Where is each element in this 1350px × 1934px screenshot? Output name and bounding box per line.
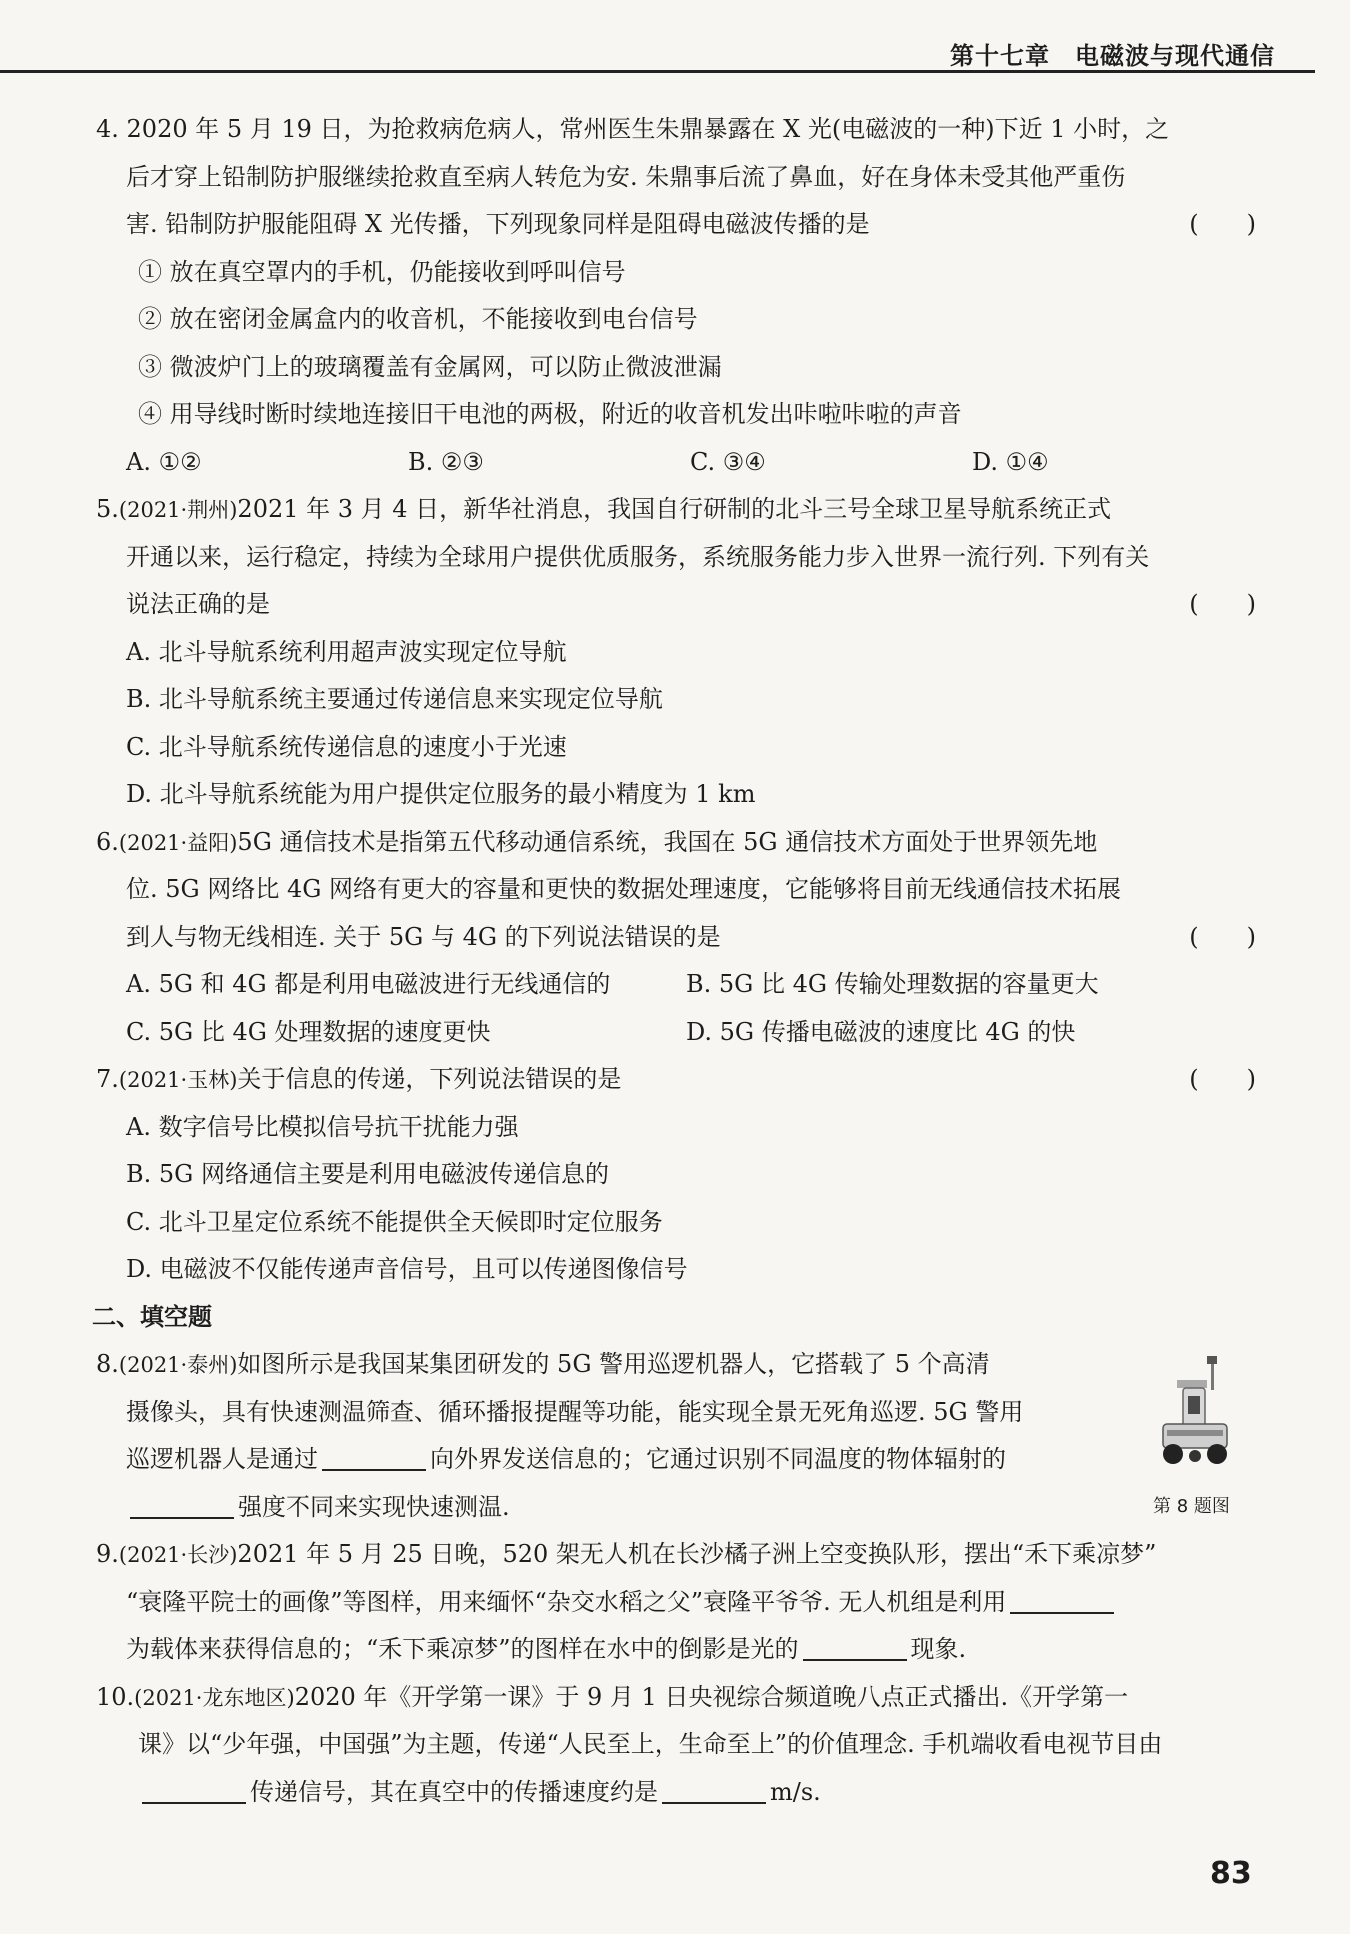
option-b: B. 北斗导航系统主要通过传递信息来实现定位导航: [126, 685, 663, 713]
question-4-item-1: ① 放在真空罩内的手机，仍能接收到呼叫信号: [138, 257, 626, 286]
question-4-item-3: ③ 微波炉门上的玻璃覆盖有金属网，可以防止微波泄漏: [138, 352, 722, 381]
option-d: D. ①④: [972, 447, 1049, 476]
option-b: B. 5G 网络通信主要是利用电磁波传递信息的: [126, 1160, 609, 1188]
question-5: [96, 486, 1256, 819]
answer-bracket: ( ): [1189, 1065, 1256, 1093]
question-9-line-1: 2021 年 5 月 25 日晚，520 架无人机在长沙橘子洲上空变换队形，摆出“禾下乘凉梦”: [237, 1540, 1157, 1568]
question-4-line-2: 后才穿上铅制防护服继续抢救直至病人转危为安. 朱鼎事后流了鼻血，好在身体未受其他严重伤: [126, 162, 1126, 191]
question-8-line-3b: 向外界发送信息的；它通过识别不同温度的物体辐射的: [430, 1445, 1006, 1473]
option-d: D. 北斗导航系统能为用户提供定位服务的最小精度为 1 km: [126, 780, 756, 808]
question-7: [96, 1056, 1256, 1294]
source-tag: (2021·龙东地区): [134, 1685, 295, 1710]
question-8-line-3a: 巡逻机器人是通过: [126, 1445, 318, 1473]
question-4-line-1: 4. 2020 年 5 月 19 日，为抢救病危病人，常州医生朱鼎暴露在 X 光(电磁波的一种)下近 1 小时，之: [96, 115, 1170, 143]
option-d: D. 5G 传播电磁波的速度比 4G 的快: [686, 1017, 1076, 1046]
question-10-line-2: 课》以“少年强，中国强”为主题，传递“人民至上，生命至上”的价值理念. 手机端收看电视节目由: [138, 1730, 1163, 1758]
question-8-line-4: 强度不同来实现快速测温.: [238, 1492, 510, 1521]
option-a: A. 5G 和 4G 都是利用电磁波进行无线通信的: [126, 970, 611, 998]
source-tag: (2021·益阳): [118, 830, 238, 855]
fill-blank-1[interactable]: [1010, 1584, 1114, 1614]
section-title: 二、填空题: [92, 1302, 212, 1331]
question-10-line-1: 2020 年《开学第一课》于 9 月 1 日央视综合频道晚八点正式播出.《开学第一: [294, 1682, 1129, 1711]
question-8-line-1: 如图所示是我国某集团研发的 5G 警用巡逻机器人，它搭载了 5 个高清: [237, 1350, 990, 1378]
patrol-robot-figure: [1155, 1350, 1235, 1475]
question-8: [96, 1341, 1256, 1531]
question-number: 9.: [96, 1540, 119, 1568]
question-6-line-1: 5G 通信技术是指第五代移动通信系统，我国在 5G 通信技术方面处于世界领先地: [237, 827, 1098, 856]
option-a: A. 数字信号比模拟信号抗干扰能力强: [126, 1112, 519, 1141]
question-4-options: [96, 439, 1256, 487]
question-9-line-3a: 为载体来获得信息的；“禾下乘凉梦”的图样在水中的倒影是光的: [126, 1635, 799, 1663]
option-a: A. ①②: [126, 447, 202, 476]
question-number: 8.: [96, 1350, 119, 1378]
figure-caption: 第 8 题图: [1153, 1496, 1230, 1517]
page-header: [0, 30, 1350, 72]
source-tag: (2021·长沙): [118, 1543, 238, 1567]
answer-bracket: ( ): [1189, 590, 1256, 618]
page-number: 83: [1210, 1856, 1252, 1891]
question-10: [96, 1674, 1256, 1817]
header-rule: [0, 70, 1315, 73]
question-number: 6.: [96, 827, 119, 856]
page-content: [92, 106, 1256, 1816]
source-tag: (2021·荆州): [118, 498, 238, 522]
question-8-line-2: 摄像头，具有快速测温筛查、循环播报提醒等功能，能实现全景无死角巡逻. 5G 警用: [126, 1397, 1024, 1426]
question-6-line-3: 到人与物无线相连. 关于 5G 与 4G 的下列说法错误的是: [126, 922, 721, 951]
fill-blank-2[interactable]: [130, 1489, 234, 1519]
question-number: 5.: [96, 495, 119, 523]
question-9: [96, 1531, 1256, 1674]
question-4-line-3: 害. 铅制防护服能阻碍 X 光传播，下列现象同样是阻碍电磁波传播的是: [126, 210, 870, 238]
option-c: C. ③④: [690, 447, 766, 476]
answer-bracket: ( ): [1189, 922, 1256, 951]
option-c: C. 5G 比 4G 处理数据的速度更快: [126, 1017, 491, 1046]
question-5-line-2: 开通以来，运行稳定，持续为全球用户提供优质服务，系统服务能力步入世界一流行列. 下列有关: [126, 542, 1150, 571]
question-6-line-2: 位. 5G 网络比 4G 网络有更大的容量和更快的数据处理速度，它能够将目前无线通信技术拓展: [126, 875, 1122, 903]
source-tag: (2021·泰州): [118, 1353, 238, 1377]
option-c: C. 北斗卫星定位系统不能提供全天候即时定位服务: [126, 1207, 663, 1236]
question-4-item-2: ② 放在密闭金属盒内的收音机，不能接收到电台信号: [138, 305, 698, 333]
fill-blank-1[interactable]: [142, 1774, 246, 1804]
question-5-line-1: 2021 年 3 月 4 日，新华社消息，我国自行研制的北斗三号全球卫星导航系统正式: [237, 495, 1112, 523]
option-b: B. ②③: [408, 447, 484, 476]
question-10-line-3b: m/s.: [770, 1777, 821, 1806]
question-7-line-1: 关于信息的传递，下列说法错误的是: [237, 1065, 622, 1093]
chapter-title: 第十七章 电磁波与现代通信: [950, 42, 1275, 70]
option-a: A. 北斗导航系统利用超声波实现定位导航: [126, 637, 567, 666]
question-10-line-3a: 传递信号，其在真空中的传播速度约是: [250, 1777, 658, 1806]
answer-bracket: ( ): [1189, 210, 1256, 238]
option-c: C. 北斗导航系统传递信息的速度小于光速: [126, 732, 567, 761]
question-9-line-2: “衰隆平院士的画像”等图样，用来缅怀“杂交水稻之父”衰隆平爷爷. 无人机组是利用: [126, 1587, 1007, 1616]
question-6: [96, 819, 1256, 1057]
question-number: 7.: [96, 1065, 119, 1093]
question-4-item-4: ④ 用导线时断时续地连接旧干电池的两极，附近的收音机发出咔啦咔啦的声音: [138, 400, 962, 428]
question-number: 10.: [96, 1682, 135, 1711]
fill-blank-2[interactable]: [662, 1774, 766, 1804]
question-5-line-3: 说法正确的是: [126, 590, 270, 618]
question-4: [96, 106, 1256, 486]
option-b: B. 5G 比 4G 传输处理数据的容量更大: [686, 970, 1099, 998]
option-d: D. 电磁波不仅能传递声音信号，且可以传递图像信号: [126, 1255, 688, 1283]
fill-blank-2[interactable]: [803, 1631, 907, 1661]
fill-blank-1[interactable]: [322, 1441, 426, 1471]
source-tag: (2021·玉林): [118, 1068, 238, 1092]
question-9-line-3b: 现象.: [910, 1635, 967, 1663]
